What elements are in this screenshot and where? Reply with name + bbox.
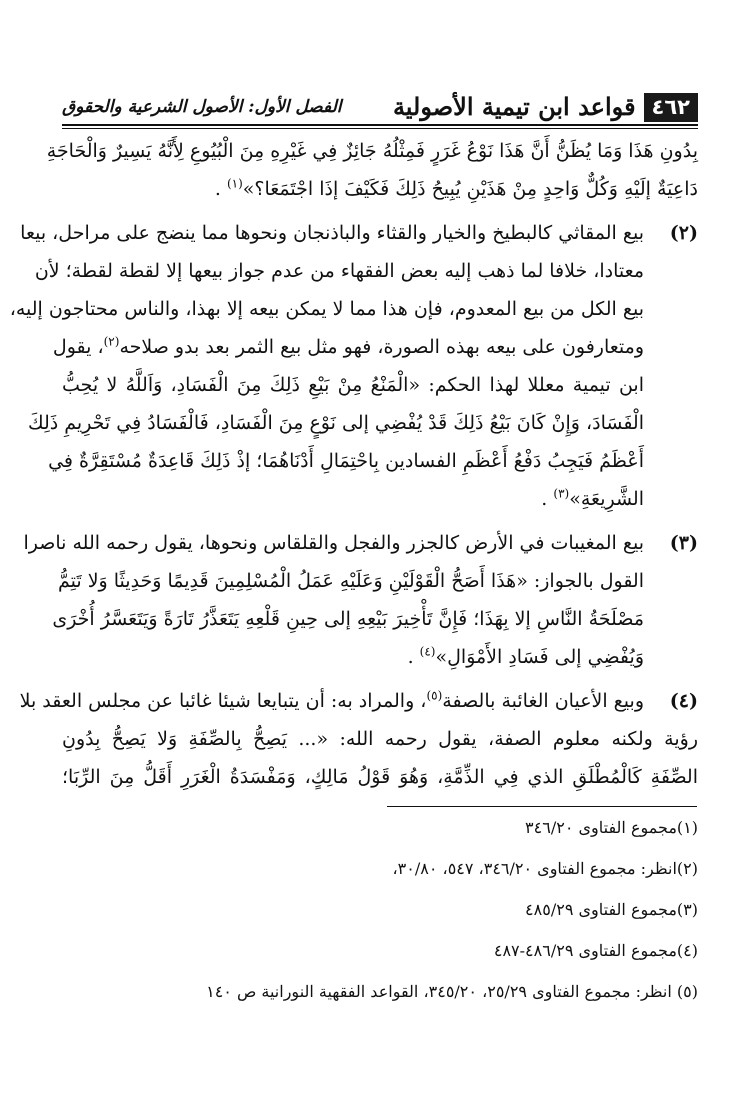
- header-rule: [62, 124, 698, 126]
- text-line: دَاعِيَةٌ إلَيْهِ وَكُلٌّ وَاحِدٍ مِنْ هَذَيْنِ يُبِيحُ ذَلِكَ فَكَيْفَ إذَا اجْتَمَعَا؟»$^{(١)}$ .: [214, 176, 698, 200]
- text-line: أَعْظَمُ فَيَجِبُ دَفْعُ أَعْظَمِ الفسادين بِاحْتِمَالِ أَدْنَاهُمَا؛ إذْ ذَلِكَ قَاعِدَةٌ مُسْتَقِرَّةٌ فِي: [48, 450, 644, 472]
- text-run: دَاعِيَةٌ إلَيْهِ وَكُلٌّ وَاحِدٍ مِنْ هَذَيْنِ يُبِيحُ ذَلِكَ فَكَيْفَ إذَا اجْتَمَعَا؟»: [242, 178, 698, 200]
- text-line: [52, 328, 644, 366]
- footnote-ref: (٤): [419, 644, 436, 659]
- text-line: بيع الكل من بيع المعدوم، فإن هذا مما لا يمكن بيعه إلا بهذا، والناس محتاجون إليه،: [9, 298, 644, 320]
- text-line: الصِّفَةِ كَالْمُطْلَقِ الذي فِي الذِّمَّةِ، وَهُوَ قَوْلُ مَالِكٍ، وَمَفْسَدَةُ الْغَرَرِ أَقَلُّ مِنَ الرِّبَا؛: [62, 766, 698, 788]
- header-right-group: [393, 92, 698, 122]
- text-line: القول بالجواز: «هَذَا أَصَحُّ الْقَوْلَيْنِ وَعَلَيْهِ عَمَلُ الْمُسْلِمِينَ قَدِيمًا وَحَدِيثًا وَلا تَتِمُّ: [58, 570, 644, 592]
- text-line: بِدُونِ هَذَا وَمَا يُظَنُّ أَنَّ هَذَا نَوْعُ غَرَرٍ فَمِثْلُهُ جَائِزٌ فِي غَيْرِهِ مِنَ الْبُيُوعِ لِأَنَّهُ يَسِيرٌ وَالْحَاجَةِ: [46, 140, 698, 162]
- text-line: الشَّرِيعَةِ»$^{(٣)}$ .: [541, 486, 644, 510]
- text-line: مَصْلَحَةُ النَّاسِ إلا بِهَذَا؛ فَإِنَّ تَأْخِيرَ بَيْعِهِ إلى حِينِ قَلْعِهِ يَتَعَذَّرُ تَارَةً وَيَتَعَسَّرُ أُخْرَى: [52, 608, 644, 630]
- footnote: (٤)مجموع الفتاوى ٤٨٦/٢٩-٤٨٧: [493, 941, 698, 960]
- page-number: ٤٦٢: [644, 93, 698, 122]
- chapter-title: الفصل الأول: الأصول الشرعية والحقوق: [62, 97, 342, 117]
- footnotes: [62, 818, 698, 1023]
- footnote: (١)مجموع الفتاوى ٣٤٦/٢٠: [525, 818, 698, 837]
- text-line: رؤية ولكنه معلوم الصفة، يقول رحمه الله: «... يَصِحُّ بِالصِّفَةِ وَلا يَصِحُّ بِدُونِ: [62, 728, 698, 750]
- footnote-separator: [387, 806, 697, 807]
- text-line: بيع المغيبات في الأرض كالجزر والفجل والقلقاس ونحوها، يقول رحمه الله ناصرا: [23, 532, 644, 554]
- text-line: وَيُفْضِي إلى فَسَادِ الأَمْوَالِ»$^{(٤)}$ .: [407, 644, 644, 668]
- text-line: [19, 682, 644, 720]
- list-item: [9, 214, 698, 518]
- footnote-ref: (٣): [553, 486, 570, 501]
- item-number: (٣): [669, 532, 698, 554]
- header-rule-thin: [62, 128, 698, 129]
- main-text: [9, 132, 698, 796]
- text-run: الشَّرِيعَةِ»: [569, 488, 644, 510]
- text-line: الْفَسَادَ، وَإِنْ كَانَ بَيْعُ ذَلِكَ قَدْ يُفْضِي إلى نَوْعٍ مِنَ الْفَسَادِ، فَالْفَسَادُ فِي تَحْرِيمِ ذَلِكَ: [27, 412, 644, 434]
- text-line: معتادا، خلافا لما ذهب إليه بعض الفقهاء من عدم جواز بيعها إلا لقطة لقطة؛ لأن: [34, 260, 644, 282]
- footnote-ref: (٥): [426, 688, 443, 703]
- text-line: بيع المقاثي كالبطيخ والخيار والقثاء والباذنجان ونحوها مما ينضج على مراحل، بيعا: [20, 222, 644, 244]
- text-line: ابن تيمية معللا لهذا الحكم: «الْمَنْعُ مِنْ بَيْعِ ذَلِكَ مِنَ الْفَسَادِ، وَاَللَّهُ لا يُحِبُّ: [62, 374, 644, 396]
- list-item: [23, 524, 698, 676]
- item-number: (٤): [669, 690, 698, 712]
- text-run: وبيع الأعيان الغائبة بالصفة: [442, 690, 644, 712]
- footnote: (٢)انظر: مجموع الفتاوى ٣٤٦/٢٠، ٥٤٧، ٣٠/٨٠،: [392, 859, 698, 878]
- footnote-ref: (١): [226, 176, 243, 191]
- item-number: (٢): [669, 222, 698, 244]
- footnote: (٣)مجموع الفتاوى ٤٨٥/٢٩: [525, 900, 698, 919]
- book-title: قواعد ابن تيمية الأصولية: [392, 92, 636, 121]
- list-item: [19, 682, 698, 796]
- text-run: ، والمراد به: أن يتبايعا شيئا غائبا عن مجلس العقد بلا: [19, 690, 427, 712]
- footnote-ref: (٢): [103, 334, 120, 349]
- page-header: [62, 86, 698, 122]
- text-run: ومتعارفون على بيعه بهذه الصورة، فهو مثل بيع الثمر بعد بدو صلاحه: [119, 336, 644, 358]
- footnote: (٥) انظر: مجموع الفتاوى ٢٥/٢٩، ٣٤٥/٢٠، القواعد الفقهية النورانية ص ١٤٠: [206, 982, 698, 1001]
- text-run: ، يقول: [52, 336, 104, 358]
- text-run: وَيُفْضِي إلى فَسَادِ الأَمْوَالِ»: [435, 646, 644, 668]
